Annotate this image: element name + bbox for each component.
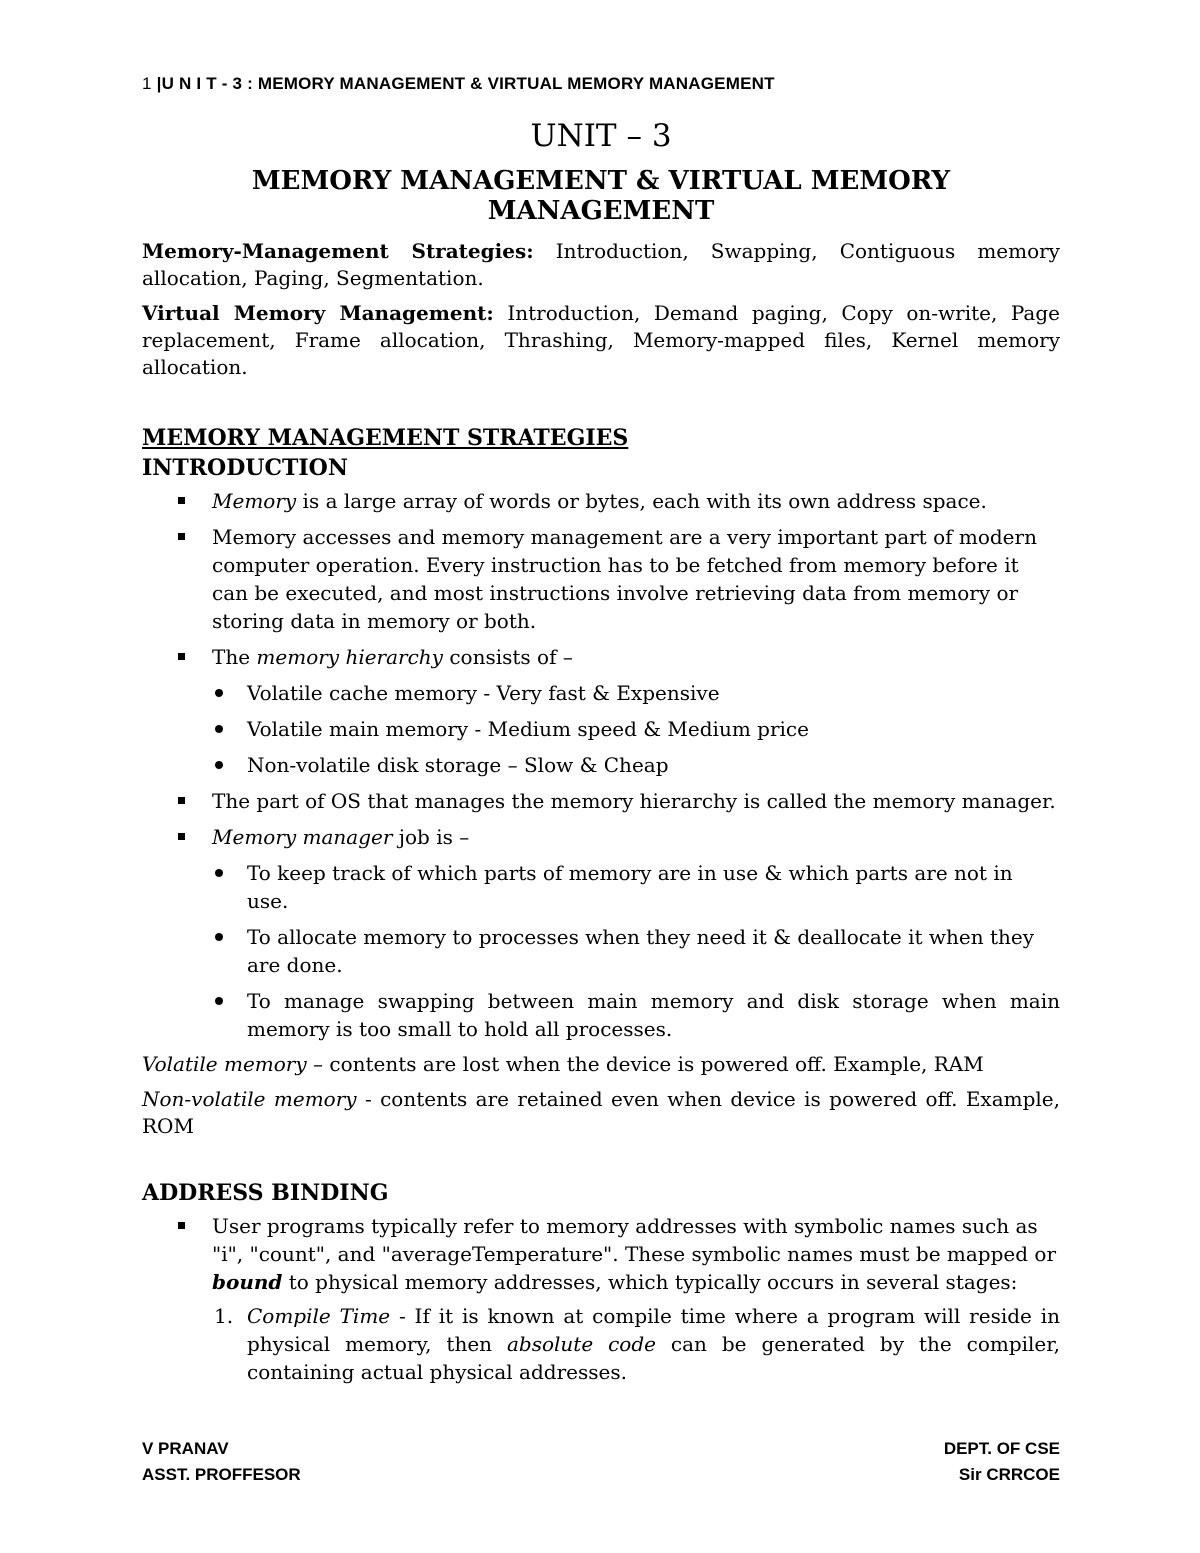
- square-bullet-icon: [178, 797, 185, 804]
- syllabus-mm-label: Memory-Management Strategies:: [142, 239, 534, 263]
- syllabus-vm-text: Introduction, Demand paging, Copy on-write, Page replacement, Frame allocation, Thrashing, Memory-mapped files, Kernel memory allocation.: [142, 301, 1060, 379]
- list-item: User programs typically refer to memory addresses with symbolic names such as "i", "count", and "averageTemperature". These symbolic names must be mapped or bound to physical memory addresses, which typically occurs in several stages: 1. Compile Time - If it is known at compile time where a program will reside in physical memory, then absolute code can be generated by the compiler, containing actual physical addresses.: [142, 1212, 1060, 1386]
- list-item: Non-volatile disk storage – Slow & Cheap: [142, 751, 1060, 779]
- syllabus-virtual-memory: [142, 300, 1060, 381]
- round-bullet-icon: [215, 869, 223, 877]
- header-separator: |: [156, 74, 162, 93]
- square-bullet-icon: [178, 533, 185, 540]
- intro-bullet-list: [142, 487, 1060, 1043]
- square-bullet-icon: [178, 833, 185, 840]
- footer-department: [944, 1436, 1060, 1488]
- list-item: Volatile main memory - Medium speed & Medium price: [142, 715, 1060, 743]
- syllabus-vm-label: Virtual Memory Management:: [142, 301, 494, 325]
- list-item: 1. Compile Time - If it is known at compile time where a program will reside in physical memory, then absolute code can be generated by the compiler, containing actual physical addresses.: [214, 1304, 1060, 1384]
- square-bullet-icon: [178, 1222, 185, 1229]
- page-content: [142, 112, 1060, 1394]
- round-bullet-icon: [215, 997, 223, 1005]
- list-item: Memory manager job is – To keep track of which parts of memory are in use & which parts are not in use. To allocate memory to processes when they need it & deallocate it when they are done. To manage swapping between main memory and disk storage when main memory is too small to hold all processes.: [142, 823, 1060, 1043]
- memory-manager-jobs-list: [142, 859, 1060, 1043]
- syllabus-mm-text: Introduction, Swapping, Contiguous memory allocation, Paging, Segmentation.: [142, 239, 1060, 290]
- round-bullet-icon: [215, 725, 223, 733]
- list-item: To manage swapping between main memory and disk storage when main memory is too small to hold all processes.: [142, 987, 1060, 1043]
- footer-author: [142, 1436, 301, 1488]
- section-heading-address-binding: ADDRESS BINDING: [142, 1180, 389, 1206]
- list-item: To keep track of which parts of memory are in use & which parts are not in use.: [142, 859, 1060, 915]
- list-item: Memory accesses and memory management are a very important part of modern computer operation. Every instruction has to be fetched from memory before it can be executed, and most instructions involve retrieving data from memory or storing data in memory or both.: [142, 523, 1060, 635]
- section-heading-mm-strategies: MEMORY MANAGEMENT STRATEGIES: [142, 425, 629, 451]
- department-name: DEPT. OF CSE: [943, 1439, 1060, 1458]
- list-item: The part of OS that manages the memory hierarchy is called the memory manager.: [142, 787, 1060, 815]
- nonvolatile-memory-definition: Non-volatile memory - contents are retained even when device is powered off. Example, ROM: [142, 1087, 1060, 1138]
- volatile-memory-definition: Volatile memory – contents are lost when the device is powered off. Example, RAM: [142, 1052, 984, 1076]
- round-bullet-icon: [215, 689, 223, 697]
- list-item: The memory hierarchy consists of – Volatile cache memory - Very fast & Expensive Volatile main memory - Medium speed & Medium price Non-volatile disk storage – Slow & Cheap: [142, 643, 1060, 779]
- square-bullet-icon: [178, 653, 185, 660]
- round-bullet-icon: [215, 761, 223, 769]
- unit-subtitle: MEMORY MANAGEMENT & VIRTUAL MEMORY MANAGEMENT: [251, 166, 951, 226]
- author-name: V PRANAV: [142, 1439, 229, 1458]
- page-number: 1: [142, 74, 152, 93]
- syllabus-memory-management: [142, 238, 1060, 292]
- subheading-introduction: INTRODUCTION: [142, 455, 348, 481]
- header-text: U N I T - 3 : MEMORY MANAGEMENT & VIRTUAL MEMORY MANAGEMENT: [161, 74, 775, 93]
- address-binding-list: [142, 1212, 1060, 1386]
- list-item: To allocate memory to processes when they need it & deallocate it when they are done.: [142, 923, 1060, 979]
- round-bullet-icon: [215, 933, 223, 941]
- running-header: [142, 74, 775, 94]
- college-name: Sir CRRCOE: [958, 1465, 1060, 1484]
- list-item: Volatile cache memory - Very fast & Expensive: [142, 679, 1060, 707]
- unit-title: UNIT – 3: [530, 118, 672, 154]
- author-role: ASST. PROFFESOR: [142, 1465, 301, 1484]
- list-item: Memory is a large array of words or bytes, each with its own address space.: [142, 487, 1060, 515]
- binding-stages-list: [142, 1302, 1060, 1386]
- hierarchy-list: [142, 679, 1060, 779]
- square-bullet-icon: [178, 497, 185, 504]
